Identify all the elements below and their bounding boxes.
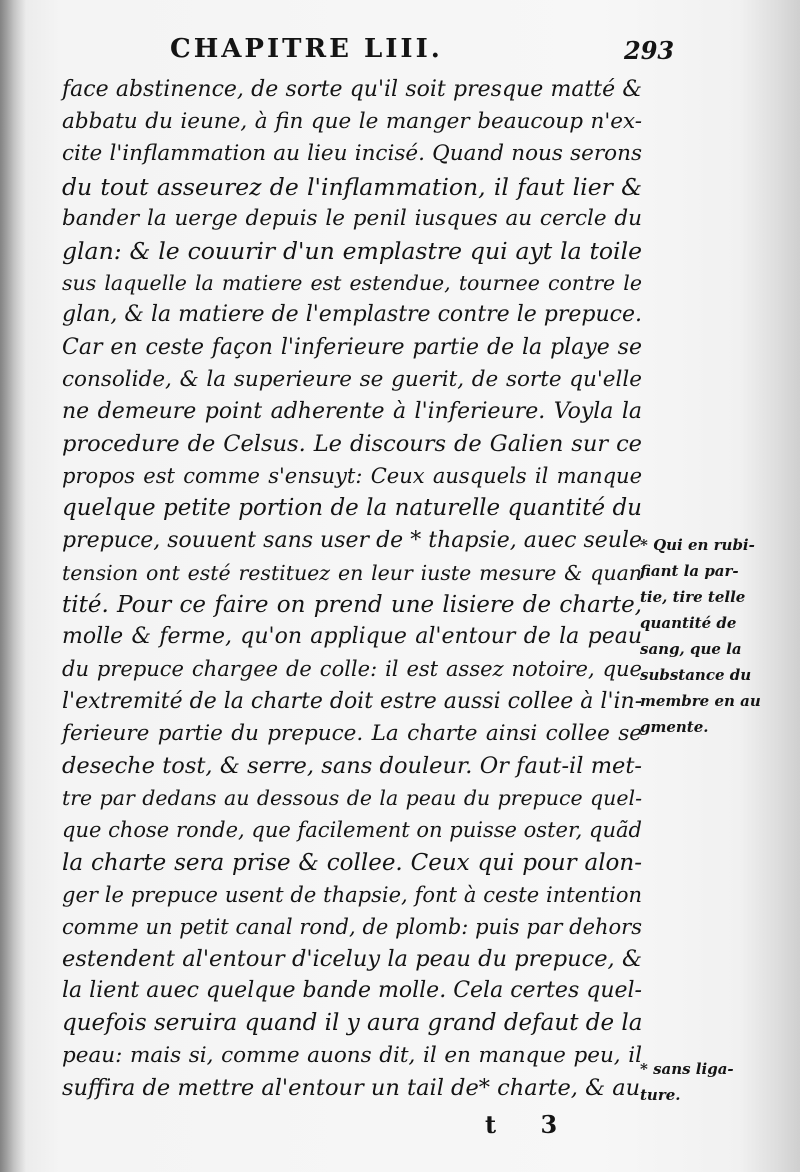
gutter-shadow	[0, 0, 26, 1172]
margin-note-line: sang, que la	[640, 640, 742, 658]
text-line: ferieure partie du prepuce. La charte ainsi collee se	[62, 720, 642, 746]
text-line: bander la uerge depuis le penil iusques au cercle du	[62, 205, 642, 231]
margin-note-line: membre en au	[640, 692, 761, 710]
text-line: Car en ceste façon l'inferieure partie de la playe se	[62, 334, 642, 360]
text-line: quefois seruira quand il y aura grand defaut de la	[62, 1010, 643, 1037]
text-line: deseche tost, & serre, sans douleur. Or faut-il met-	[62, 752, 642, 779]
margin-note-line: tie, tire telle	[640, 588, 746, 606]
text-line: la charte sera prise & collee. Ceux qui pour alon-	[62, 849, 642, 876]
text-line: comme un petit canal rond, de plomb: puis par dehors	[62, 914, 642, 939]
text-line: suffira de mettre al'entour un tail de* charte, & au	[62, 1074, 641, 1101]
text-line: propos est comme s'ensuyt: Ceux ausquels il manque	[62, 464, 642, 489]
text-line: tension ont esté restituez en leur iuste mesure & quan	[62, 560, 642, 585]
text-line: tité. Pour ce faire on prend une lisiere de charte,	[62, 592, 642, 618]
margin-note-line: * Qui en rubi-	[640, 536, 755, 554]
text-line: molle & ferme, qu'on applique al'entour de la peau	[62, 624, 642, 650]
text-line: quelque petite portion de la naturelle quantité du	[62, 495, 642, 522]
text-line: tre par dedans au dessous de la peau du prepuce quel-	[62, 786, 642, 811]
text-line: ne demeure point adherente à l'inferieure. Voyla la	[62, 398, 642, 424]
margin-note-line: fiant la par-	[640, 562, 739, 580]
text-line: glan: & le couurir d'un emplastre qui ayt la toile	[62, 236, 642, 265]
margin-note-line: ture.	[640, 1086, 681, 1104]
margin-note-line: gmente.	[640, 718, 709, 736]
margin-note-line: substance du	[640, 666, 752, 684]
text-line: face abstinence, de sorte qu'il soit presque matté &	[62, 77, 642, 102]
page-number: 293	[624, 36, 675, 65]
text-line: que chose ronde, que facilement on puisse oster, quãd	[62, 818, 642, 843]
signature-mark: t 3	[485, 1110, 576, 1139]
text-line: peau: mais si, comme auons dit, il en manque peu, il	[62, 1042, 642, 1068]
text-line: l'extremité de la charte doit estre aussi collee à l'in-	[62, 688, 643, 714]
text-line: du prepuce chargee de colle: il est assez notoire, que	[62, 657, 642, 682]
show-through-bleed	[720, 930, 800, 1000]
text-line: consolide, & la superieure se guerit, de sorte qu'elle	[62, 366, 642, 392]
margin-note-line: quantité de	[640, 614, 737, 632]
text-line: abbatu du ieune, à fin que le manger beaucoup n'ex-	[62, 109, 642, 135]
margin-note-ligature	[640, 1056, 780, 1108]
text-line: sus laquelle la matiere est estendue, tournee contre le	[62, 271, 642, 296]
text-line: prepuce, souuent sans user de * thapsie, auec seule	[62, 527, 642, 553]
margin-note-thapsie	[640, 532, 780, 740]
text-line: la lient auec quelque bande molle. Cela certes quel-	[62, 978, 642, 1004]
text-line: glan, & la matiere de l'emplastre contre le prepuce.	[62, 302, 642, 328]
text-line: procedure de Celsus. Le discours de Galien sur ce	[62, 431, 642, 458]
text-line: ger le prepuce usent de thapsie, font à ceste intention	[62, 882, 642, 907]
margin-note-line: * sans liga-	[640, 1060, 734, 1078]
text-line: cite l'inflammation au lieu incisé. Quand nous serons	[62, 141, 642, 167]
text-line: estendent al'entour d'iceluy la peau du prepuce, &	[62, 946, 642, 973]
running-head: CHAPITRE LIII.	[170, 34, 443, 64]
text-line: du tout asseurez de l'inflammation, il faut lier &	[62, 172, 642, 201]
body-text	[62, 74, 642, 1104]
